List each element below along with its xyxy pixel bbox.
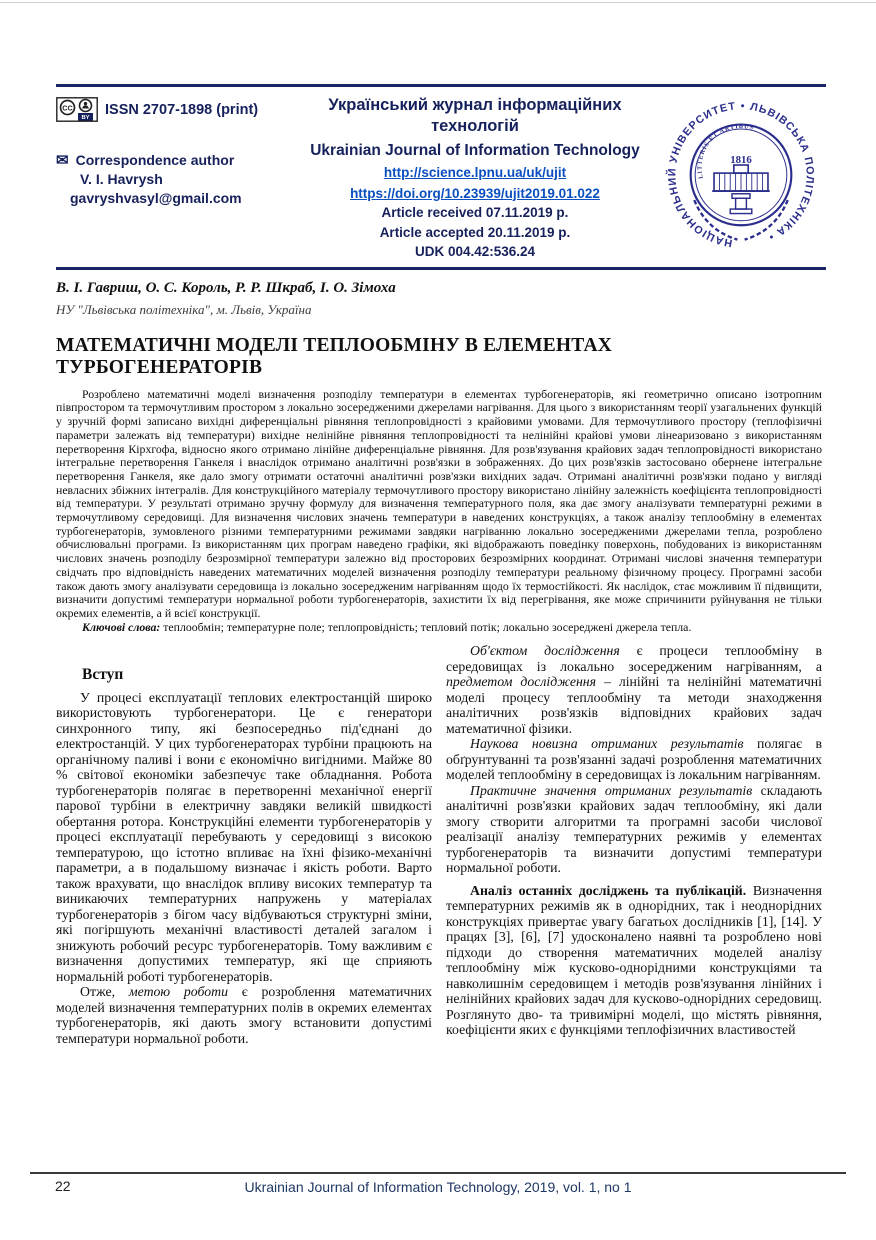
- page-number: 22: [55, 1178, 71, 1194]
- svg-text:НАЦІОНАЛЬНИЙ УНІВЕРСИТЕТ • ЛЬВ: НАЦІОНАЛЬНИЙ УНІВЕРСИТЕТ • ЛЬВІВСЬКА ПОЛІТЕХНІКА •: [666, 100, 816, 249]
- intro-paragraph-2: Отже, метою роботи є розроблення математичних моделей визначення температурних полів в окремих елементах турбогенераторів, які дають змогу встановити допустимі температури нормальної роботи.: [56, 984, 432, 1046]
- header-left: [56, 94, 294, 206]
- paragraph-scientific-novelty: Наукова новизна отриманих результатів полягає в обґрунтуванні та розв'язанні задачі розроблення математичних моделей теплообміну в середовищах із локальним нагріванням.: [446, 736, 822, 783]
- cc-by-license-icon: [56, 97, 98, 122]
- authors-line: В. І. Гавриш, О. С. Король, Р. Р. Шкраб, І. О. Зімоха: [56, 279, 396, 296]
- svg-text:1816: 1816: [730, 154, 752, 167]
- svg-text:LITTERIS ET ARTIBUS: LITTERIS ET ARTIBUS: [696, 122, 755, 180]
- svg-text:CC: CC: [62, 103, 73, 113]
- journal-header: [56, 84, 826, 270]
- journal-title-en: Ukrainian Journal of Information Technology: [310, 141, 640, 159]
- university-emblem-icon: [660, 94, 822, 254]
- paragraph-analysis-of-publications: Аналіз останніх досліджень та публікацій. Визначення температурних режимів як в однорідних, так і неоднорідних конструкціях привертає увагу багатьох дослідників [1], [14]. У працях [3], [6], [7] удосконалено наявні та розроблено нові підходи до створення математичних моделей аналізу теплообміну між кусково-однорідними конструкціями та навколишнім середовищем і методів розв'язування лінійних і нелінійних крайових задач для кусково-однорідних середовищ. Розглянуто дво- та тривимірні моделі, що містять рівняння, коефіцієнти яких є функціями теплофізичних властивостей: [446, 882, 822, 1038]
- journal-title-uk: Український журнал інформаційних технологій: [328, 96, 622, 136]
- correspondence-author-email: gavryshvasyl@gmail.com: [70, 190, 242, 206]
- header-center: [294, 94, 656, 261]
- page-footer: [30, 1172, 846, 1195]
- udk-number: UDK 004.42:536.24: [414, 244, 536, 260]
- header-right: [656, 94, 826, 254]
- paragraph-practical-value: Практичне значення отриманих результатів складають аналітичні розв'язки крайових задач теплообміну, які дали змогу створити алгоритми та програмні засоби числової реалізації аналізу температурних режимів у елементах турбогенераторів та визначити допустимі температури нормальної роботи.: [446, 782, 822, 876]
- issn-row: [56, 97, 294, 122]
- correspondence-author-label: Correspondence author: [75, 152, 235, 168]
- body-columns: [56, 643, 822, 1046]
- envelope-icon: ✉: [56, 151, 69, 169]
- article-title: МАТЕМАТИЧНІ МОДЕЛІ ТЕПЛООБМІНУ В ЕЛЕМЕНТАХ ТУРБОГЕНЕРАТОРІВ: [56, 334, 613, 378]
- byline: [56, 280, 820, 318]
- intro-paragraph-1: У процесі експлуатації теплових електростанцій широко використовують турбогенератори. Це є генератори синхронного типу, які безпосередньо під'єднані до електростанцій. У цих турбогенераторах турбіни працюють на органічному паливі і вони є економічно вигідними. Майже 80 % світової економіки забезпечує таке обладнання. Робота турбогенераторів полягає в перетворенні механічної енергії парової турбіни в електричну завдяки великій швидкості обертання ротора. Конструкційні елементи турбогенераторів у процесі експлуатації перебувають у середовищі з високою температурою, що істотно впливає на їхні фізико-механічні параметри, а в подальшому визначає і якість роботи. Варто також врахувати, що внаслідок впливу високих температур та виникаючих температурних напружень у матеріалах турбогенераторів з бігом часу відбуваються структурні зміни, які погіршують механічні властивості деталей загалом і знижують робочий ресурс турбогенераторів. Тому важливим є визначення допустимих температур, які ще сприяють нормальній роботі турбогенераторів.: [56, 689, 432, 984]
- intro-heading: Вступ: [82, 666, 124, 684]
- footer-journal-line: Ukrainian Journal of Information Technology, 2019, vol. 1, no 1: [244, 1179, 632, 1195]
- abstract-text: Розроблено математичні моделі визначення розподілу температури в елементах турбогенераторів, які геометрично описано ізотропним півпростором та термочутливим простором з локально зосередженими джерелами нагрівання. Для цього з використанням теорії узагальнених функцій у зручній формі записано вихідні диференціальні рівняння теплопровідності з крайовими умовами. Для термочутливого простору (теплофізичні параметри залежать від температури) вихідне нелінійне рівняння теплопровідності та нелінійні крайові умови лінеаризовано з використанням перетворення Кірхгофа, відносно якого отримано лінійне диференціальне рівняння. Для розв'язування крайових задач теплопровідності використано інтегральне перетворення Ганкеля і внаслідок отримано аналітичні розв'язки в зображеннях. До цих розв'язків застосовано обернене інтегральне перетворення Ганкеля, яке дало змогу отримати остаточні аналітичні розв'язки вихідних задач. Отримані аналітичні розв'язки подано у вигляді невласних збіжних інтегралів. Для конструкційного матеріалу термочутливого простору використано лінійну залежність коефіцієнта теплопровідності від температури. У результаті отримано зручну формулу для визначення температурного поля, яка дає змогу аналізувати температурні режими в термочутливому середовищі. Для визначення числових значень температури в наведених конструкціях, а також аналізу теплообміну в елементах турбогенераторів, зумовленого різними температурними режимами завдяки нагріванню локально зосередженими джерелами тепла, розроблено обчислювальні програми. Із використанням цих програм наведено графіки, які відображають поведінку поверхонь, побудованих із використанням числових значень розподілу безрозмірної температури залежно від просторових безрозмірних координат. Отримані числові значення температури свідчать про відповідність наведених математичних моделей визначення розподілу температури реальному фізичному процесу. Програмні засоби також дають змогу аналізувати середовища із локально зосередженим нагріванням щодо їх термостійкості. Як наслідок, стає можливим її підвищити, визначити допустимі температури нормальної роботи турбогенераторів, захистити їх від перегрівання, яке може спричинити руйнування не тільки окремих елементів, а й всієї конструкції.: [56, 386, 822, 620]
- issn-label: ISSN 2707-1898 (print): [105, 101, 259, 118]
- keywords-line: Ключові слова: теплообмін; температурне поле; теплопровідність; тепловий потік; локально зосереджені джерела тепла.: [82, 619, 692, 634]
- paragraph-research-object: Об'єктом дослідження є процеси теплообміну в середовищах із локально зосередженим нагріванням, а предметом дослідження – лінійні та нелінійні математичні моделі процесу теплообміну та методи знаходження аналітичних розв'язків відповідних крайових задач математичної фізики.: [446, 643, 822, 736]
- article-received-date: Article received 07.11.2019 р.: [381, 205, 569, 221]
- top-divider: [0, 2, 876, 3]
- svg-text:BY: BY: [81, 114, 90, 121]
- left-column: [56, 643, 432, 1046]
- doi-link[interactable]: https://doi.org/10.23939/ujit2019.01.022: [350, 185, 600, 201]
- correspondence-author-name: V. I. Havrysh: [80, 171, 163, 187]
- right-column: [446, 643, 822, 1046]
- article-accepted-date: Article accepted 20.11.2019 р.: [379, 224, 571, 240]
- affiliation-line: НУ "Львівська політехніка", м. Львів, Україна: [56, 301, 312, 317]
- correspondence-block: [56, 152, 294, 206]
- journal-site-link[interactable]: http://science.lpnu.ua/uk/ujit: [383, 165, 567, 181]
